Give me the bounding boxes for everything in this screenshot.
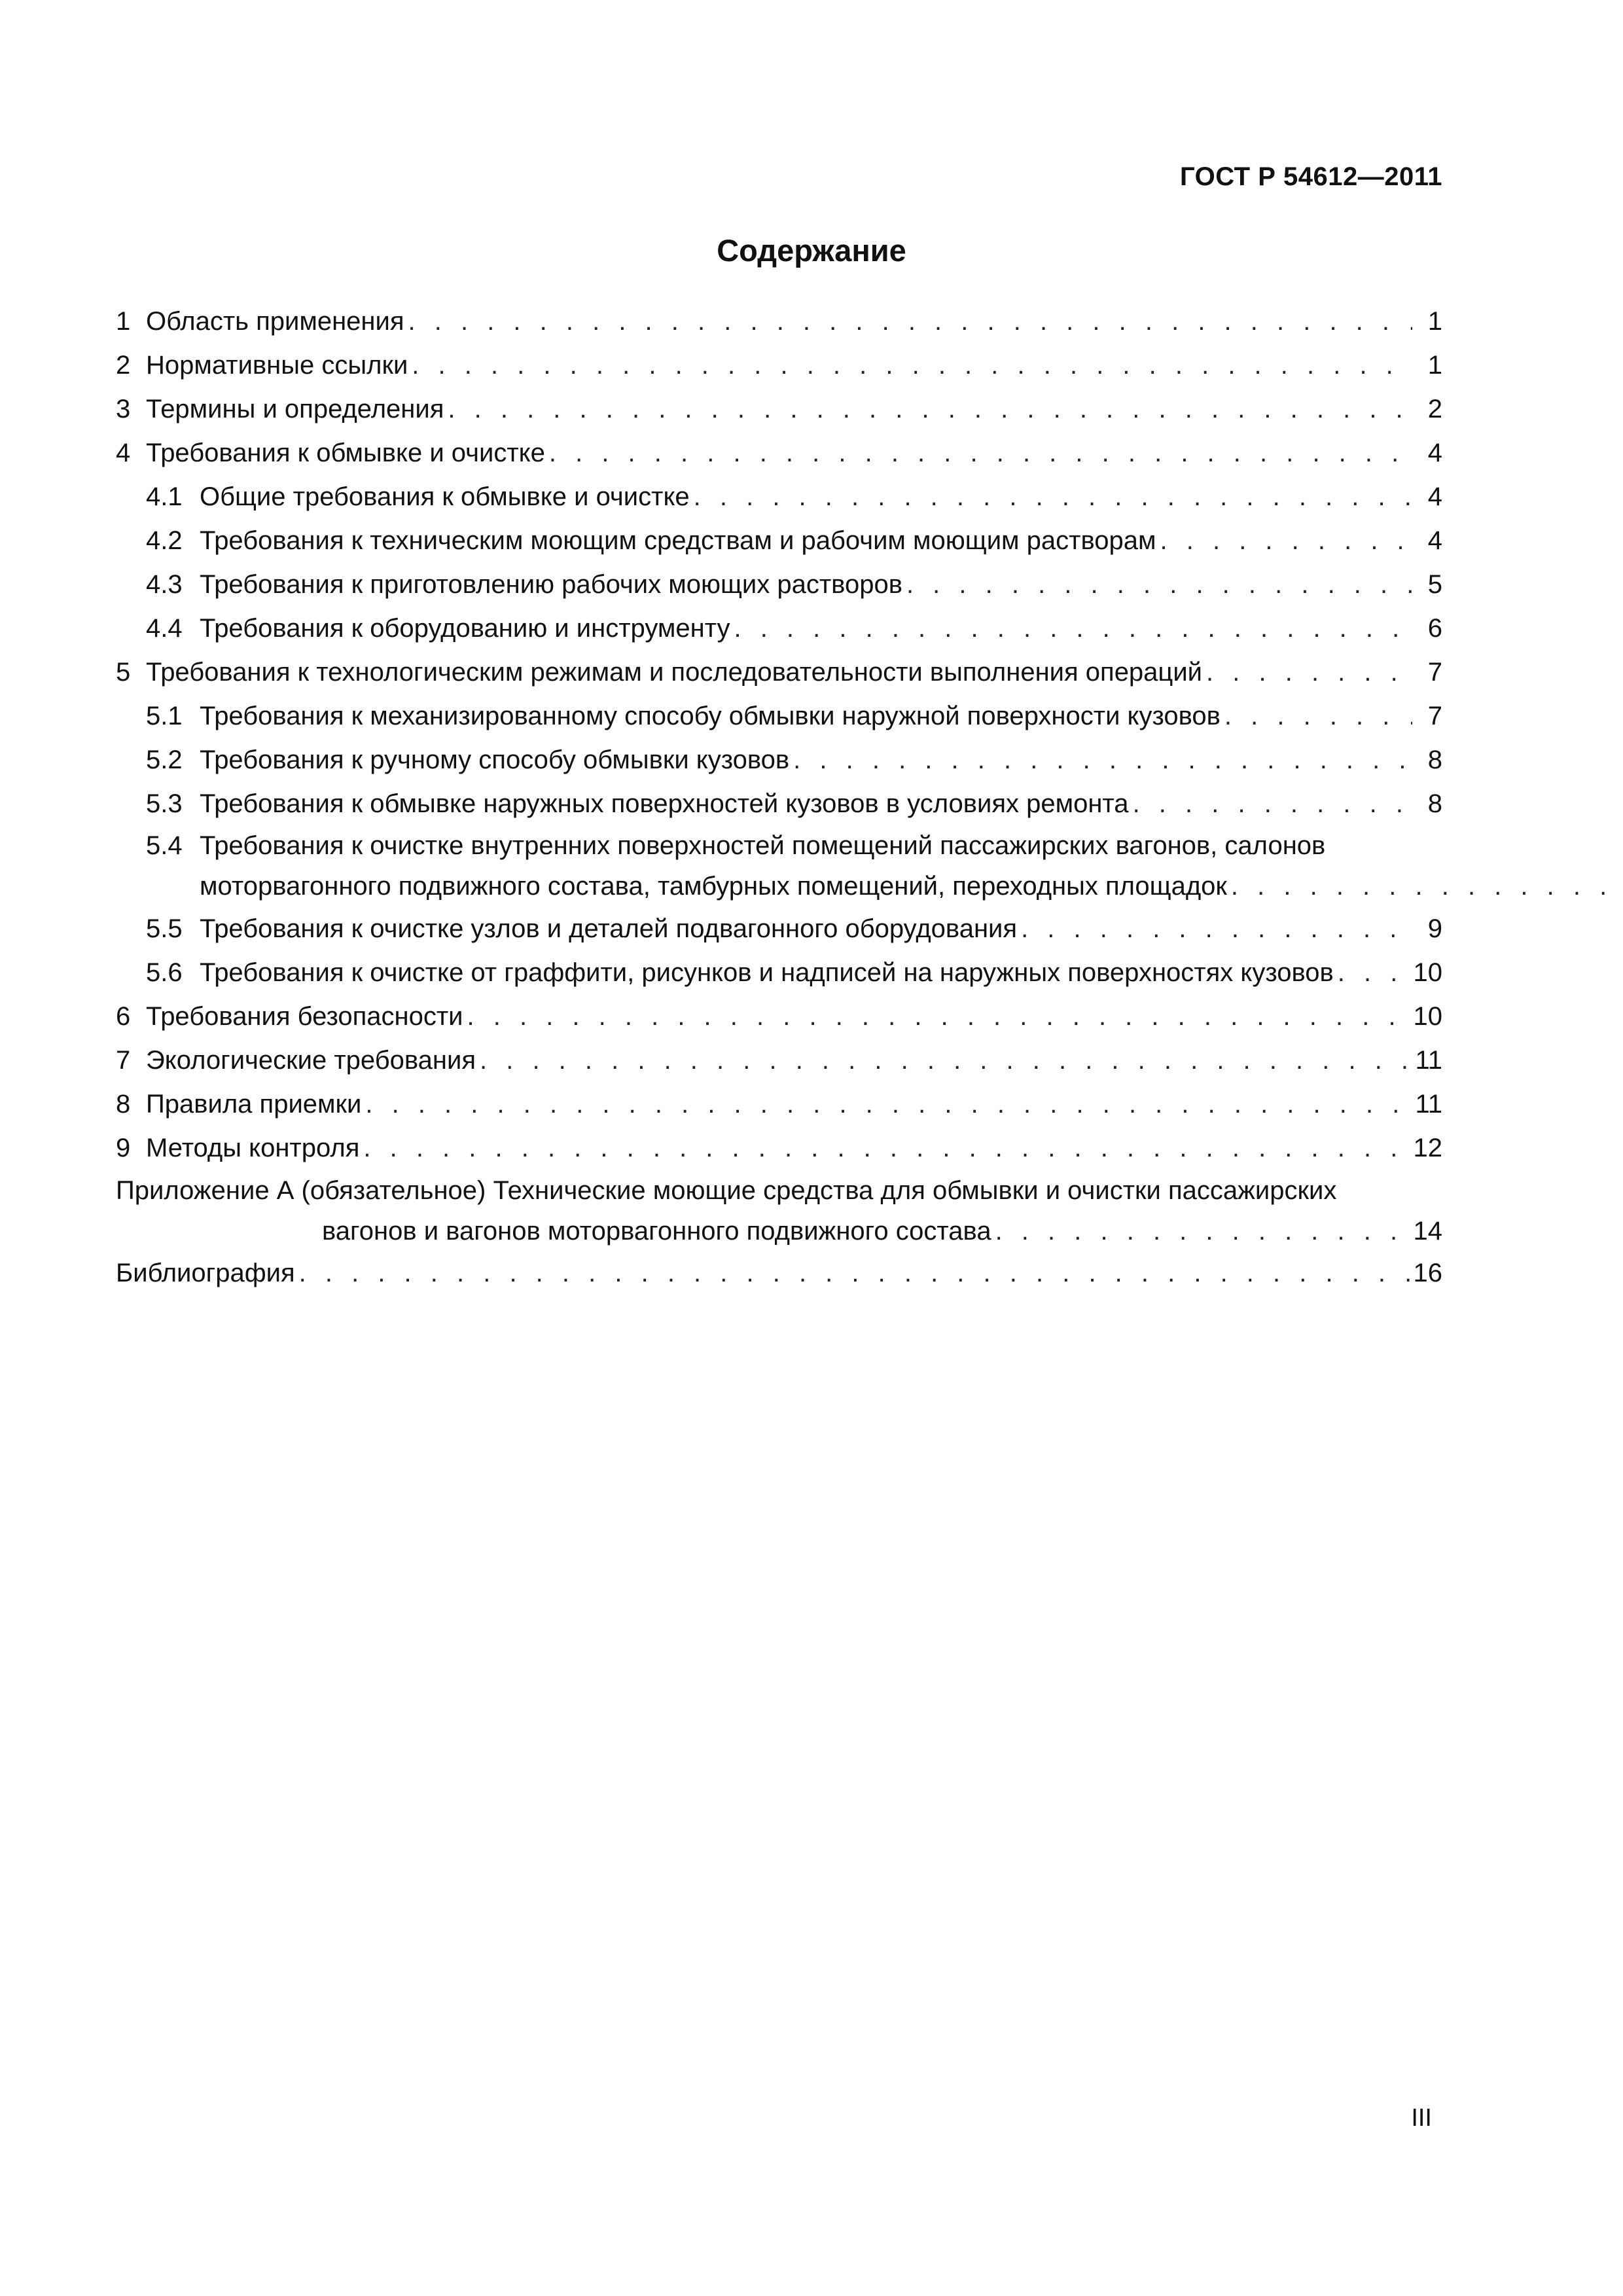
toc-number: 5 [116, 658, 131, 687]
toc-item-bibliography[interactable] [116, 1251, 1442, 1295]
toc-number: 5.5 [146, 914, 183, 943]
leader-dots [1231, 865, 1623, 907]
toc-number: 1 [116, 307, 131, 336]
toc-number: 5.6 [146, 958, 183, 987]
toc-item-4[interactable] [116, 431, 1442, 475]
toc-item-9[interactable] [116, 1126, 1442, 1170]
toc-label: Нормативные ссылки [146, 351, 408, 380]
toc-label: Библиография [116, 1259, 295, 1287]
leader-dots [549, 431, 1412, 475]
toc-number: 5.1 [146, 702, 183, 730]
toc-label: Термины и определения [146, 395, 444, 423]
leader-dots [412, 344, 1412, 387]
toc-page: 8 [1427, 745, 1442, 774]
leader-dots [1206, 651, 1412, 694]
toc-page: 4 [1427, 439, 1442, 467]
toc-title: Содержание [717, 233, 906, 268]
toc-number: 5.3 [146, 789, 183, 818]
toc-label-wrapped [200, 826, 1623, 907]
toc-label: Требования к очистке внутренних поверхностей помещений пассажирских вагонов, салонов [200, 831, 1326, 860]
toc-label: Требования безопасности [146, 1002, 463, 1031]
toc-page: 1 [1427, 307, 1442, 336]
document-code: ГОСТ Р 54612—2011 [1180, 162, 1442, 191]
toc-page: 14 [1413, 1217, 1442, 1246]
toc-label: Область применения [146, 307, 404, 336]
toc-number: 6 [116, 1002, 131, 1031]
toc-item-5-4[interactable] [116, 826, 1442, 907]
toc-number: 4 [116, 439, 131, 467]
toc-label: Общие требования к обмывке и очистке [200, 482, 690, 511]
toc-label: Правила приемки [146, 1090, 362, 1119]
toc-item-4-3[interactable] [116, 563, 1442, 607]
leader-dots [1133, 782, 1412, 826]
toc-item-4-1[interactable] [116, 475, 1442, 519]
leader-dots [995, 1211, 1410, 1251]
toc-label-continuation [200, 865, 1623, 907]
leader-dots [299, 1251, 1410, 1295]
toc-number: 4.3 [146, 570, 183, 599]
toc-item-appendix-a[interactable] [116, 1170, 1442, 1251]
leader-dots [734, 607, 1412, 651]
leader-dots [480, 1039, 1411, 1083]
toc-item-5[interactable] [116, 651, 1442, 694]
toc-item-8[interactable] [116, 1083, 1442, 1126]
toc-page: 7 [1427, 658, 1442, 687]
leader-dots [694, 475, 1412, 519]
toc-item-5-3[interactable] [116, 782, 1442, 826]
toc-page: 11 [1415, 1046, 1442, 1075]
toc-page: 8 [1427, 789, 1442, 818]
toc-item-6[interactable] [116, 995, 1442, 1039]
toc-label: Требования к оборудованию и инструменту [200, 614, 730, 643]
table-of-contents [116, 300, 1442, 1295]
toc-page: 5 [1427, 570, 1442, 599]
leader-dots [363, 1126, 1409, 1170]
toc-page: 16 [1413, 1259, 1442, 1287]
toc-page: 6 [1427, 614, 1442, 643]
toc-page: 10 [1413, 1002, 1442, 1031]
appendix-label: Приложение А (обязательное) Технические моющие средства для обмывки и очистки пассажирских [116, 1176, 1337, 1205]
toc-item-2[interactable] [116, 344, 1442, 387]
toc-page: 4 [1427, 482, 1442, 511]
leader-dots [448, 387, 1412, 431]
toc-label: Экологические требования [146, 1046, 476, 1075]
toc-number: 9 [116, 1134, 131, 1162]
toc-item-3[interactable] [116, 387, 1442, 431]
toc-item-4-2[interactable] [116, 519, 1442, 563]
toc-label: Методы контроля [146, 1134, 360, 1162]
leader-dots [467, 995, 1410, 1039]
toc-page: 4 [1427, 526, 1442, 555]
toc-label-line2: моторвагонного подвижного состава, тамбурных помещений, переходных площадок [200, 872, 1227, 901]
toc-number: 2 [116, 351, 131, 380]
toc-page: 7 [1427, 702, 1442, 730]
toc-label: Требования к технологическим режимам и последовательности выполнения операций [146, 658, 1203, 687]
toc-item-5-5[interactable] [116, 907, 1442, 951]
toc-label: Требования к ручному способу обмывки кузовов [200, 745, 790, 774]
leader-dots [793, 738, 1412, 782]
toc-label: Требования к приготовлению рабочих моющих растворов [200, 570, 902, 599]
toc-number: 5.4 [146, 831, 183, 860]
toc-page: 2 [1427, 395, 1442, 423]
toc-page: 10 [1413, 958, 1442, 987]
toc-label: Требования к обмывке наружных поверхностей кузовов в условиях ремонта [200, 789, 1129, 818]
page-number: III [1411, 2104, 1432, 2132]
leader-dots [408, 300, 1412, 344]
toc-number: 4.4 [146, 614, 183, 643]
leader-dots [1021, 907, 1412, 951]
toc-item-5-2[interactable] [116, 738, 1442, 782]
appendix-label-continuation [116, 1211, 1442, 1251]
leader-dots [1224, 694, 1412, 738]
leader-dots [1160, 519, 1412, 563]
toc-number: 4.1 [146, 482, 183, 511]
appendix-label-line2: вагонов и вагонов моторвагонного подвижного состава [322, 1217, 991, 1246]
leader-dots [365, 1083, 1411, 1126]
toc-label: Требования к обмывке и очистке [146, 439, 545, 467]
toc-number: 3 [116, 395, 131, 423]
toc-number: 7 [116, 1046, 131, 1075]
toc-number: 4.2 [146, 526, 183, 555]
toc-number: 8 [116, 1090, 131, 1119]
toc-number: 5.2 [146, 745, 183, 774]
toc-item-5-6[interactable] [116, 951, 1442, 995]
toc-item-4-4[interactable] [116, 607, 1442, 651]
toc-item-5-1[interactable] [116, 694, 1442, 738]
toc-item-1[interactable] [116, 300, 1442, 344]
toc-page: 11 [1415, 1090, 1442, 1119]
toc-label: Требования к техническим моющим средствам и рабочим моющим растворам [200, 526, 1156, 555]
toc-label: Требования к очистке узлов и деталей подвагонного оборудования [200, 914, 1018, 943]
toc-page: 1 [1427, 351, 1442, 380]
toc-label: Требования к механизированному способу обмывки наружной поверхности кузовов [200, 702, 1221, 730]
leader-dots [906, 563, 1412, 607]
toc-page: 12 [1413, 1134, 1442, 1162]
leader-dots [1338, 951, 1410, 995]
toc-item-7[interactable] [116, 1039, 1442, 1083]
toc-page: 9 [1427, 914, 1442, 943]
toc-label: Требования к очистке от граффити, рисунков и надписей на наружных поверхностях кузовов [200, 958, 1334, 987]
